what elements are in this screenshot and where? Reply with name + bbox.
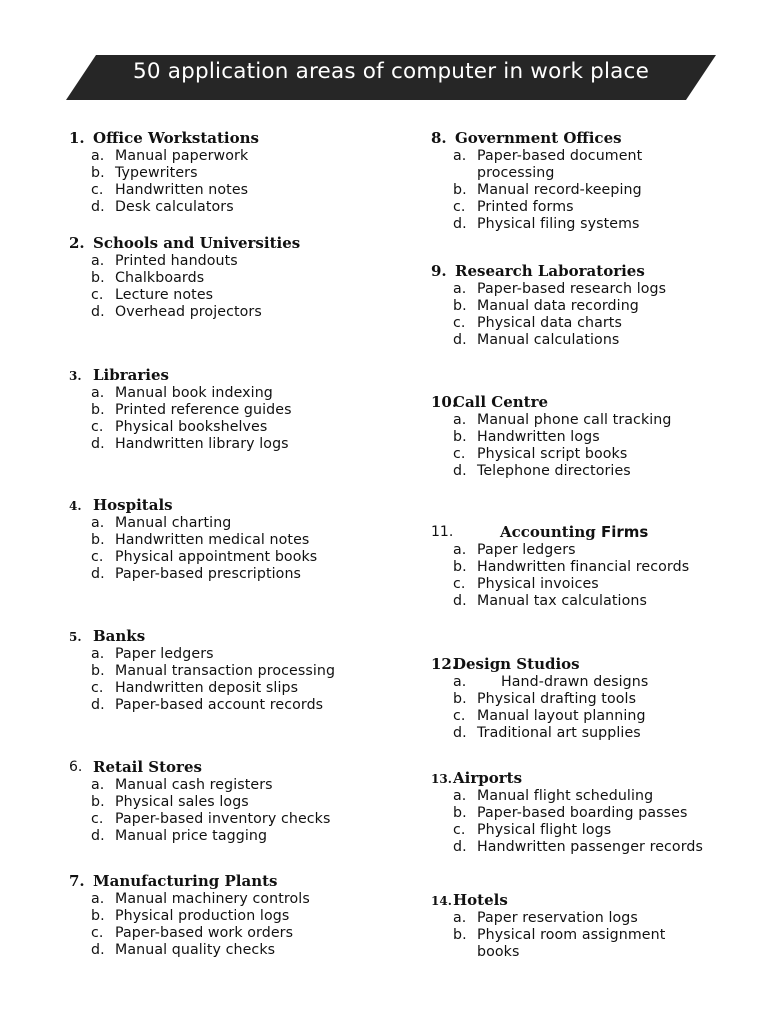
section-number: 1.	[69, 129, 85, 147]
list-item	[428, 708, 748, 725]
list-item	[428, 298, 748, 315]
section-number: 5.	[69, 630, 82, 644]
item-letter: a.	[453, 788, 467, 804]
item-text: Physical sales logs	[115, 794, 249, 810]
item-text: Manual transaction processing	[115, 663, 336, 679]
section-number: 2.	[69, 234, 85, 252]
item-text: Manual calculations	[477, 332, 620, 348]
item-text: Physical data charts	[477, 315, 622, 331]
section-heading	[66, 233, 396, 253]
section-number: 6.	[69, 759, 83, 775]
item-text: Manual price tagging	[115, 828, 268, 844]
item-letter: b.	[453, 298, 467, 314]
list-item	[66, 199, 396, 216]
item-text: Manual charting	[115, 515, 232, 531]
item-text: Physical appointment books	[115, 549, 318, 565]
item-letter: a.	[91, 385, 105, 401]
list-item	[428, 910, 748, 927]
list-item	[66, 436, 396, 453]
section-title: Government Offices	[455, 129, 622, 147]
section-heading	[428, 768, 748, 788]
item-letter: c.	[453, 315, 466, 331]
item-text: Manual record-keeping	[477, 182, 642, 198]
section-number: 3.	[69, 369, 82, 383]
item-letter: b.	[91, 165, 105, 181]
item-text: Telephone directories	[477, 463, 631, 479]
section-hospitals	[66, 495, 396, 583]
list-item	[66, 646, 396, 663]
section-title: Office Workstations	[93, 129, 259, 147]
section-heading	[66, 626, 396, 646]
item-letter: b.	[453, 429, 467, 445]
list-item	[428, 542, 748, 559]
item-letter: d.	[453, 725, 467, 741]
item-letter: d.	[453, 463, 467, 479]
item-text: Handwritten logs	[477, 429, 600, 445]
item-text: Handwritten financial records	[477, 559, 690, 575]
list-item	[66, 925, 396, 942]
item-letter: a.	[453, 910, 467, 926]
item-text: Manual tax calculations	[477, 593, 647, 609]
item-letter: a.	[91, 515, 105, 531]
item-text: Paper reservation logs	[477, 910, 638, 926]
item-text: Paper ledgers	[477, 542, 576, 558]
item-text: Manual flight scheduling	[477, 788, 654, 804]
section-manufacturing-plants	[66, 871, 396, 959]
item-text: Paper ledgers	[115, 646, 214, 662]
item-letter: c.	[453, 199, 466, 215]
item-text: Typewriters	[115, 165, 198, 181]
item-letter: a.	[453, 412, 467, 428]
item-text: Manual cash registers	[115, 777, 273, 793]
list-item	[428, 281, 748, 298]
item-text: Printed forms	[477, 199, 574, 215]
item-text: books	[477, 944, 520, 960]
list-item	[66, 549, 396, 566]
item-text: Physical production logs	[115, 908, 290, 924]
list-item	[66, 182, 396, 199]
item-text: Paper-based work orders	[115, 925, 294, 941]
list-item	[428, 839, 748, 856]
item-letter: c.	[91, 182, 104, 198]
item-letter: d.	[91, 697, 105, 713]
section-schools-universities	[66, 233, 396, 321]
page-title: 50 application areas of computer in work place	[132, 59, 650, 84]
item-letter: c.	[91, 680, 104, 696]
list-item	[428, 199, 748, 216]
item-text: Physical script books	[477, 446, 628, 462]
section-heading	[428, 890, 748, 910]
list-item	[66, 777, 396, 794]
item-letter: a.	[453, 148, 467, 164]
item-text: Physical filing systems	[477, 216, 640, 232]
item-text: Paper-based account records	[115, 697, 324, 713]
item-text: Handwritten passenger records	[477, 839, 703, 855]
item-letter: d.	[91, 436, 105, 452]
list-item	[66, 566, 396, 583]
list-item	[428, 559, 748, 576]
list-item	[66, 148, 396, 165]
list-item	[66, 270, 396, 287]
item-text: Chalkboards	[115, 270, 205, 286]
list-item	[66, 680, 396, 697]
item-letter: b.	[91, 270, 105, 286]
list-item	[428, 165, 748, 182]
item-text: Manual layout planning	[477, 708, 646, 724]
list-item	[66, 663, 396, 680]
section-title: Libraries	[93, 366, 169, 384]
section-number: 4.	[69, 499, 82, 513]
item-text: Printed reference guides	[115, 402, 292, 418]
item-text: Paper-based boarding passes	[477, 805, 688, 821]
list-item	[66, 811, 396, 828]
section-number: 13.	[431, 772, 452, 786]
list-item	[428, 822, 748, 839]
item-letter: c.	[91, 287, 104, 303]
item-text: Hand-drawn designs	[501, 674, 649, 690]
section-government-offices	[428, 128, 748, 233]
section-title-suffix: Firms	[600, 523, 649, 541]
section-title: Research Laboratories	[455, 262, 645, 280]
section-number: 8.	[431, 129, 447, 147]
section-title: Hotels	[453, 891, 508, 909]
list-item	[428, 576, 748, 593]
section-airports	[428, 768, 748, 856]
section-number: 10.	[431, 393, 458, 411]
item-text: Physical flight logs	[477, 822, 612, 838]
section-title-main: Accounting	[500, 523, 596, 541]
section-title: Call Centre	[453, 393, 549, 411]
section-heading	[428, 392, 748, 412]
item-text: Handwritten library logs	[115, 436, 289, 452]
list-item	[66, 253, 396, 270]
list-item	[66, 402, 396, 419]
list-item	[428, 805, 748, 822]
item-letter: d.	[91, 566, 105, 582]
list-item	[66, 419, 396, 436]
section-title: Schools and Universities	[93, 234, 301, 252]
item-letter: c.	[453, 822, 466, 838]
list-item	[428, 332, 748, 349]
item-letter: b.	[91, 532, 105, 548]
item-letter: b.	[453, 182, 467, 198]
item-letter: a.	[453, 542, 467, 558]
list-item	[428, 593, 748, 610]
item-text: Manual paperwork	[115, 148, 249, 164]
item-letter: c.	[91, 419, 104, 435]
section-office-workstations	[66, 128, 396, 216]
item-letter: a.	[91, 891, 105, 907]
item-text: Paper-based research logs	[477, 281, 667, 297]
list-item	[428, 927, 748, 944]
item-letter: d.	[453, 593, 467, 609]
list-item	[66, 908, 396, 925]
section-retail-stores	[66, 757, 396, 845]
item-letter: a.	[91, 148, 105, 164]
list-item	[66, 385, 396, 402]
item-letter: c.	[453, 446, 466, 462]
item-text: Paper-based inventory checks	[115, 811, 331, 827]
list-item	[428, 463, 748, 480]
item-text: Physical drafting tools	[477, 691, 637, 707]
section-design-studios	[428, 654, 748, 742]
item-letter: c.	[453, 708, 466, 724]
item-text: Physical room assignment	[477, 927, 666, 943]
section-number: 11.	[431, 524, 454, 540]
item-letter: b.	[453, 805, 467, 821]
item-letter: b.	[91, 908, 105, 924]
section-heading	[428, 128, 748, 148]
item-text: Overhead projectors	[115, 304, 262, 320]
list-item	[428, 182, 748, 199]
item-text: Handwritten medical notes	[115, 532, 310, 548]
item-letter: b.	[453, 691, 467, 707]
item-text: Manual quality checks	[115, 942, 276, 958]
item-letter: d.	[453, 839, 467, 855]
section-banks	[66, 626, 396, 714]
item-letter: b.	[91, 663, 105, 679]
item-text: Physical bookshelves	[115, 419, 268, 435]
section-research-laboratories	[428, 261, 748, 349]
list-item	[66, 891, 396, 908]
list-item	[428, 446, 748, 463]
list-item	[428, 148, 748, 165]
list-item	[428, 216, 748, 233]
item-text: processing	[477, 165, 555, 181]
section-number: 14.	[431, 894, 452, 908]
section-title: Hospitals	[93, 496, 173, 514]
item-text: Manual data recording	[477, 298, 639, 314]
item-letter: b.	[91, 794, 105, 810]
item-letter: c.	[91, 549, 104, 565]
item-letter: d.	[91, 942, 105, 958]
item-letter: b.	[453, 927, 467, 943]
item-text: Lecture notes	[115, 287, 214, 303]
item-letter: c.	[91, 925, 104, 941]
item-text: Handwritten deposit slips	[115, 680, 299, 696]
section-title: Retail Stores	[93, 758, 202, 776]
section-libraries	[66, 365, 396, 453]
list-item	[66, 697, 396, 714]
section-number: 12.	[431, 655, 458, 673]
item-letter: a.	[453, 674, 467, 690]
list-item	[66, 515, 396, 532]
section-heading	[428, 261, 748, 281]
list-item	[428, 788, 748, 805]
item-text: Paper-based prescriptions	[115, 566, 302, 582]
item-text: Desk calculators	[115, 199, 234, 215]
item-text: Manual machinery controls	[115, 891, 310, 907]
list-item	[66, 287, 396, 304]
list-item	[428, 691, 748, 708]
list-item	[66, 165, 396, 182]
section-number: 7.	[69, 872, 85, 890]
list-item	[428, 944, 748, 961]
item-text: Manual phone call tracking	[477, 412, 672, 428]
item-letter: b.	[453, 559, 467, 575]
list-item	[428, 412, 748, 429]
item-letter: a.	[91, 253, 105, 269]
section-title: Design Studios	[453, 655, 580, 673]
item-text: Traditional art supplies	[477, 725, 641, 741]
list-item	[66, 304, 396, 321]
item-letter: a.	[91, 646, 105, 662]
item-letter: d.	[91, 304, 105, 320]
section-heading	[66, 128, 396, 148]
item-text: Paper-based document	[477, 148, 643, 164]
section-heading	[66, 871, 396, 891]
section-title: Airports	[453, 769, 523, 787]
list-item	[66, 828, 396, 845]
item-letter: d.	[91, 828, 105, 844]
section-number: 9.	[431, 262, 447, 280]
section-hotels	[428, 890, 748, 961]
item-text: Manual book indexing	[115, 385, 273, 401]
list-item	[66, 942, 396, 959]
item-letter: d.	[91, 199, 105, 215]
list-item	[66, 794, 396, 811]
item-letter: a.	[91, 777, 105, 793]
section-heading	[428, 522, 748, 542]
list-item	[66, 532, 396, 549]
item-letter: c.	[91, 811, 104, 827]
section-heading	[66, 757, 396, 777]
item-letter: d.	[453, 216, 467, 232]
list-item	[428, 674, 748, 691]
item-letter: c.	[453, 576, 466, 592]
list-item	[428, 725, 748, 742]
section-heading	[428, 654, 748, 674]
section-title: Banks	[93, 627, 146, 645]
section-heading	[66, 495, 396, 515]
item-letter: d.	[453, 332, 467, 348]
list-item	[428, 429, 748, 446]
section-call-centre	[428, 392, 748, 480]
item-text: Physical invoices	[477, 576, 599, 592]
section-accounting-firms	[428, 522, 748, 610]
list-item	[428, 315, 748, 332]
section-title	[500, 522, 648, 542]
section-heading	[66, 365, 396, 385]
item-text: Handwritten notes	[115, 182, 249, 198]
item-letter: b.	[91, 402, 105, 418]
section-title: Manufacturing Plants	[93, 872, 278, 890]
item-letter: a.	[453, 281, 467, 297]
item-text: Printed handouts	[115, 253, 238, 269]
